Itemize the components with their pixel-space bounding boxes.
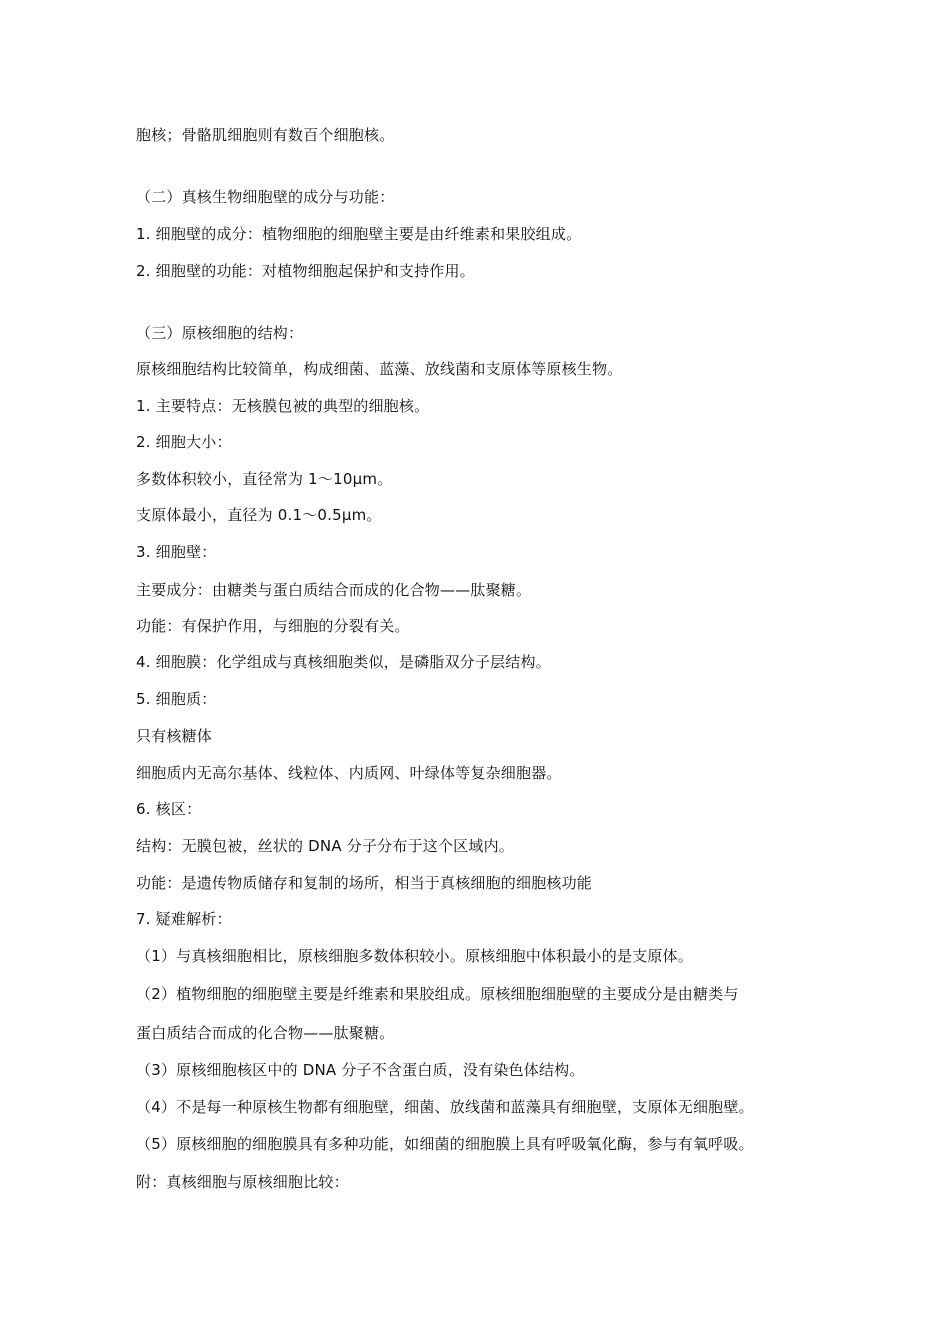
text-line: （3）原核细胞核区中的 DNA 分子不含蛋白质，没有染色体结构。 [136, 1061, 585, 1079]
text-line: 功能：有保护作用，与细胞的分裂有关。 [136, 617, 410, 635]
text-line: 支原体最小，直径为 0.1～0.5μm。 [136, 506, 382, 524]
text-line: 6. 核区： [136, 800, 202, 818]
text-line: 只有核糖体 [136, 727, 213, 745]
text-line: （5）原核细胞的细胞膜具有多种功能，如细菌的细胞膜上具有呼吸氧化酶，参与有氧呼吸。 [136, 1135, 754, 1153]
text-line: （2）植物细胞的细胞壁主要是纤维素和果胶组成。原核细胞细胞壁的主要成分是由糖类与 [136, 985, 739, 1003]
text-line: （4）不是每一种原核生物都有细胞壁，细菌、放线菌和蓝藻具有细胞壁，支原体无细胞壁。 [136, 1098, 754, 1116]
text-line: 结构：无膜包被，丝状的 DNA 分子分布于这个区域内。 [136, 837, 514, 855]
text-line: 附：真核细胞与原核细胞比较： [136, 1173, 349, 1191]
text-line: 原核细胞结构比较简单，构成细菌、蓝藻、放线菌和支原体等原核生物。 [136, 360, 623, 378]
text-line: 蛋白质结合而成的化合物——肽聚糖。 [136, 1024, 395, 1042]
section-heading: （三）原核细胞的结构： [136, 324, 304, 342]
text-line: 1. 主要特点：无核膜包被的典型的细胞核。 [136, 397, 430, 415]
text-line: 多数体积较小，直径常为 1～10μm。 [136, 470, 393, 488]
text-line: 胞核；骨骼肌细胞则有数百个细胞核。 [136, 126, 395, 144]
text-line: 2. 细胞壁的功能：对植物细胞起保护和支持作用。 [136, 262, 475, 280]
text-line: 功能：是遗传物质储存和复制的场所，相当于真核细胞的细胞核功能 [136, 874, 593, 892]
text-line: 2. 细胞大小： [136, 433, 232, 451]
text-line: 5. 细胞质： [136, 690, 217, 708]
text-line: 7. 疑难解析： [136, 910, 232, 928]
text-line: 主要成分：由糖类与蛋白质结合而成的化合物——肽聚糖。 [136, 581, 532, 599]
section-heading: （二）真核生物细胞壁的成分与功能： [136, 188, 395, 206]
text-line: 1. 细胞壁的成分：植物细胞的细胞壁主要是由纤维素和果胶组成。 [136, 225, 582, 243]
text-line: 4. 细胞膜：化学组成与真核细胞类似，是磷脂双分子层结构。 [136, 653, 551, 671]
text-line: （1）与真核细胞相比，原核细胞多数体积较小。原核细胞中体积最小的是支原体。 [136, 947, 693, 965]
text-line: 3. 细胞壁： [136, 543, 217, 561]
text-line: 细胞质内无高尔基体、线粒体、内质网、叶绿体等复杂细胞器。 [136, 764, 562, 782]
